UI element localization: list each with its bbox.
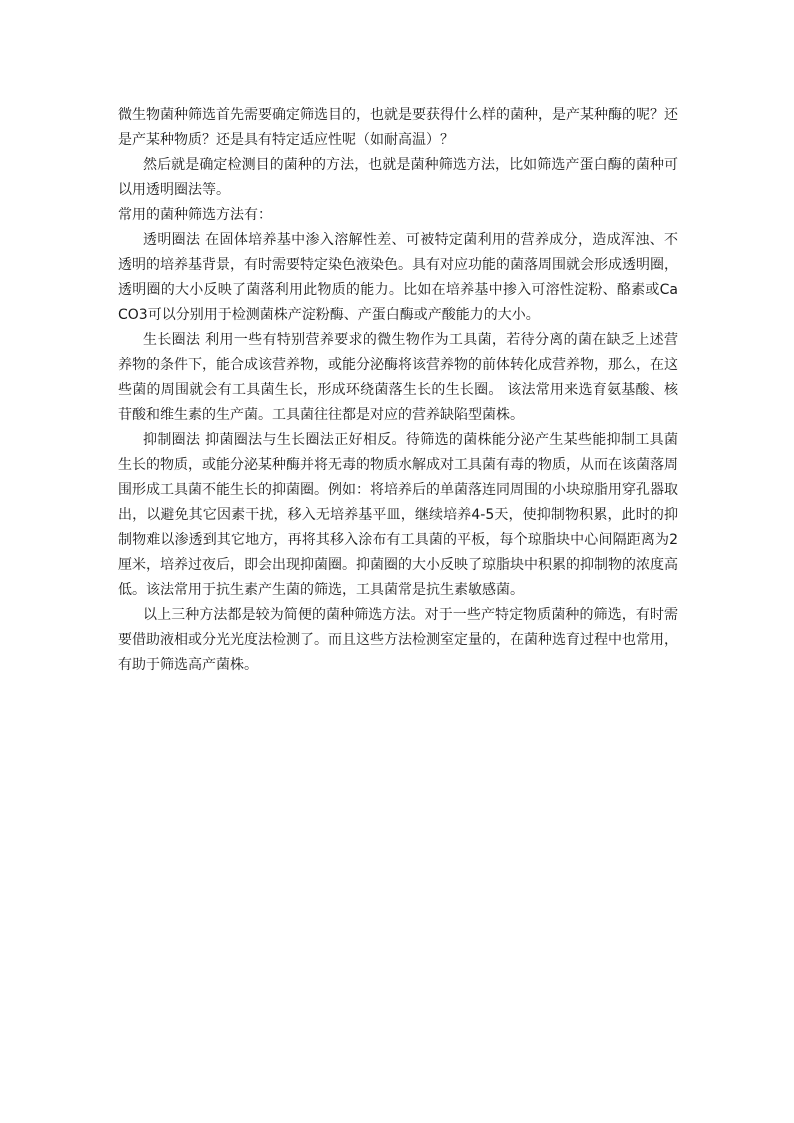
paragraph-inhibition-zone-method: 抑制圈法 抑菌圈法与生长圈法正好相反。待筛选的菌株能分泌产生某些能抑制工具菌生长的物质，或能分泌某种酶并将无毒的物质水解成对工具菌有毒的物质，从而在该菌落周围形成工具菌不能生长的抑菌圈。例如：将培养后的单菌落连同周围的小块琼脂用穿孔器取出，以避免其它因素干扰，移入无培养基平皿，继续培养4-5天，使抑制物积累，此时的抑制物难以渗透到其它地方，再将其移入涂布有工具菌的平板，每个琼脂块中心间隔距离为2厘米，培养过夜后，即会出现抑菌圈。抑菌圈的大小反映了琼脂块中积累的抑制物的浓度高低。该法常用于抗生素产生菌的筛选，工具菌常是抗生素敏感菌。 xyxy=(118,432,678,598)
paragraph-detection-method: 然后就是确定检测目的菌种的方法，也就是菌种筛选方法，比如筛选产蛋白酶的菌种可以用透明圈法等。 xyxy=(118,157,678,198)
paragraph-growth-zone-method: 生长圈法 利用一些有特别营养要求的微生物作为工具菌，若待分离的菌在缺乏上述营养物的条件下，能合成该营养物，或能分泌酶将该营养物的前体转化成营养物，那么，在这些菌的周围就会有工具菌生长，形成环绕菌落生长的生长圈。 该法常用来选育氨基酸、核苷酸和维生素的生产菌。工具菌往往都是对应的营养缺陷型菌株。 xyxy=(118,332,678,423)
paragraph-methods-heading: 常用的菌种筛选方法有： xyxy=(118,207,272,223)
paragraph-clear-zone-method: 透明圈法 在固体培养基中渗入溶解性差、可被特定菌利用的营养成分，造成浑浊、不透明的培养基背景，有时需要特定染色液染色。具有对应功能的菌落周围就会形成透明圈，透明圈的大小反映了菌落利用此物质的能力。比如在培养基中掺入可溶性淀粉、酪素或CaCO3可以分别用于检测菌株产淀粉酶、产蛋白酶或产酸能力的大小。 xyxy=(118,232,678,323)
paragraph-conclusion: 以上三种方法都是较为简便的菌种筛选方法。对于一些产特定物质菌种的筛选，有时需要借助液相或分光光度法检测了。而且这些方法检测室定量的，在菌种选育过程中也常用，有助于筛选高产菌株。 xyxy=(118,607,678,673)
document-body xyxy=(118,103,678,678)
paragraph-intro: 微生物菌种筛选首先需要确定筛选目的，也就是要获得什么样的菌种，是产某种酶的呢？还是产某种物质？还是具有特定适应性呢（如耐高温）？ xyxy=(118,107,678,148)
